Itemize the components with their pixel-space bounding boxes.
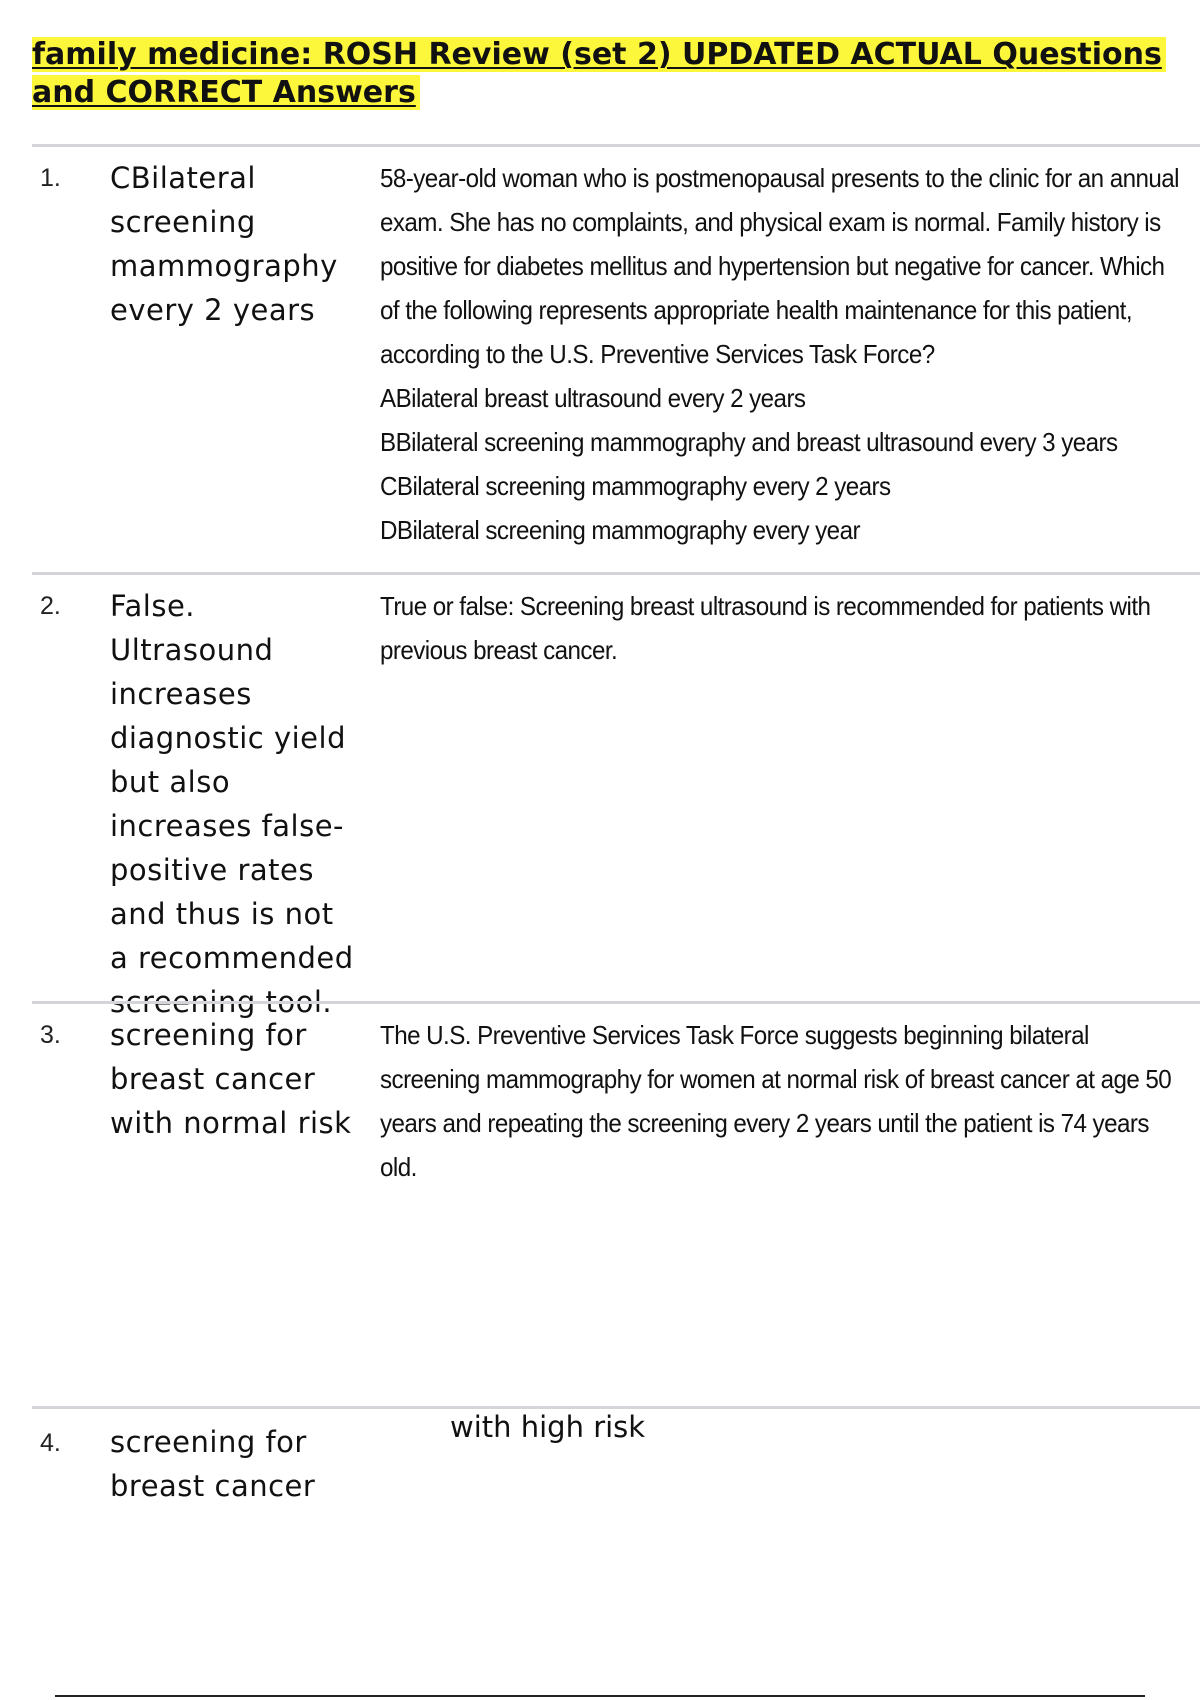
- option-c: CBilateral screening mammography every 2 years: [380, 471, 891, 501]
- card-number: 1.: [40, 164, 61, 192]
- question-text: The U.S. Preventive Services Task Force suggests beginning bilateral screening mammography for women at normal risk of breast cancer at age 50 years and repeating the screening every 2 years until the patient is 74 years old.: [380, 1020, 1172, 1182]
- card-answer: False. Ultrasound increases diagnostic yield but also increases false-positive rates and thus is not a recommended screening tool.: [110, 589, 354, 1019]
- document-title: [32, 36, 1182, 112]
- card-question: [380, 156, 1180, 552]
- question-text: True or false: Screening breast ultrasound is recommended for patients with previous breast cancer.: [380, 591, 1151, 665]
- card-question: [380, 584, 1151, 672]
- card-divider: [32, 1001, 1200, 1004]
- card-divider: [32, 144, 1200, 147]
- card-divider: [32, 572, 1200, 575]
- card-question: [380, 1013, 1172, 1189]
- option-d: DBilateral screening mammography every year: [380, 515, 860, 545]
- document-title-text: family medicine: ROSH Review (set 2) UPDATED ACTUAL Questions and CORRECT Answers: [32, 37, 1166, 110]
- card-answer: screening for breast cancer: [110, 1425, 316, 1503]
- card-question: with high risk: [450, 1410, 646, 1444]
- card-answer: screening for breast cancer with normal risk: [110, 1018, 352, 1140]
- question-text: 58-year-old woman who is postmenopausal presents to the clinic for an annual exam. She has no complaints, and physical exam is normal. Family history is positive for diabetes mellitus and hypertension but negative for cancer. Which of the following represents appropriate health maintenance for this patient, according to the U.S. Preventive Services Task Force?: [380, 163, 1180, 369]
- card-number: 2.: [40, 592, 61, 620]
- option-b: BBilateral screening mammography and breast ultrasound every 3 years: [380, 427, 1118, 457]
- card-number: 4.: [40, 1429, 61, 1457]
- card-number: 3.: [40, 1021, 61, 1049]
- page-footer-rule: [55, 1695, 1145, 1697]
- card-answer: CBilateral screening mammography every 2 years: [110, 161, 338, 327]
- option-a: ABilateral breast ultrasound every 2 years: [380, 383, 806, 413]
